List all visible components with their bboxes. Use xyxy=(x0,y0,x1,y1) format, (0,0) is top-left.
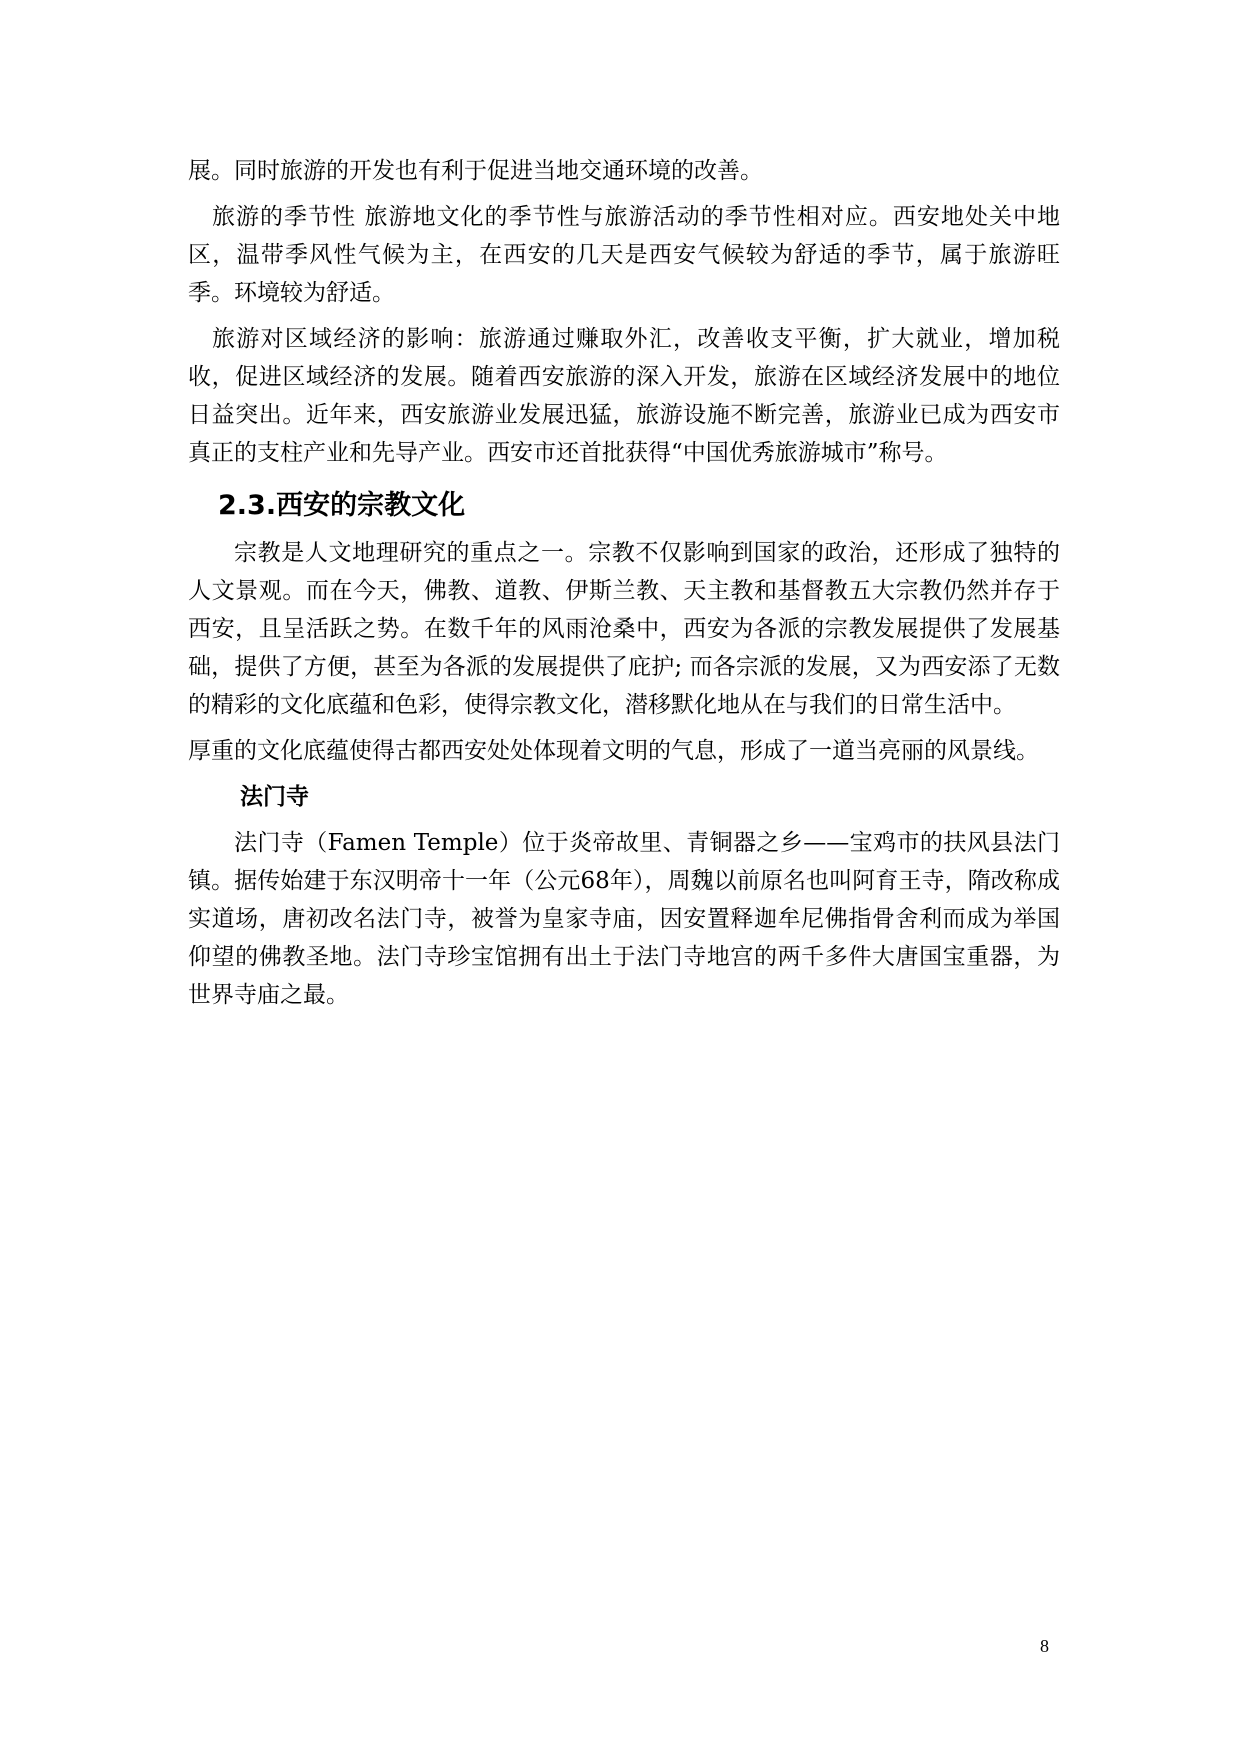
section-title-religion: 2.3.西安的宗教文化 xyxy=(218,490,466,521)
paragraph-religion-heritage: 厚重的文化底蕴使得古都西安处处体现着文明的气息，形成了一道当亮丽的风景线。 xyxy=(188,738,1039,764)
paragraph-tourism-economy: 旅游对区域经济的影响：旅游通过赚取外汇，改善收支平衡，扩大就业，增加税收，促进区域经济的发展。随着西安旅游的深入开发，旅游在区域经济发展中的地位日益突出。近年来，西安旅游业发展迅猛，旅游设施不断完善，旅游业已成为西安市真正的支柱产业和先导产业。西安市还首批获得“中国优秀旅游城市”称号。 xyxy=(188,326,1060,466)
page-number: 8 xyxy=(1040,1636,1049,1656)
paragraph-tourism-transport: 展。同时旅游的开发也有利于促进当地交通环境的改善。 xyxy=(188,158,763,184)
subheading-famen-temple: 法门寺 xyxy=(240,784,309,810)
paragraph-famen-temple: 法门寺（Famen Temple）位于炎帝故里、青铜器之乡——宝鸡市的扶风县法门镇。据传始建于东汉明帝十一年（公元68年），周魏以前原名也叫阿育王寺，隋改称成实道场，唐初改名法门寺，被誉为皇家寺庙，因安置释迦牟尼佛指骨舍利而成为举国仰望的佛教圣地。法门寺珍宝馆拥有出土于法门寺地宫的两千多件大唐国宝重器，为世界寺庙之最。 xyxy=(188,830,1060,1008)
paragraph-religion-intro: 宗教是人文地理研究的重点之一。宗教不仅影响到国家的政治，还形成了独特的人文景观。而在今天，佛教、道教、伊斯兰教、天主教和基督教五大宗教仍然并存于西安，且呈活跃之势。在数千年的风雨沧桑中，西安为各派的宗教发展提供了发展基础，提供了方便，甚至为各派的发展提供了庇护; 而各宗派的发展，又为西安添了无数的精彩的文化底蕴和色彩，使得宗教文化，潜移默化地从在与我们的日常生活中。 xyxy=(188,540,1060,718)
page-content xyxy=(188,152,1060,1022)
paragraph-tourism-seasonality: 旅游的季节性 旅游地文化的季节性与旅游活动的季节性相对应。西安地处关中地区，温带季风性气候为主，在西安的几天是西安气候较为舒适的季节，属于旅游旺季。环境较为舒适。 xyxy=(188,204,1060,306)
